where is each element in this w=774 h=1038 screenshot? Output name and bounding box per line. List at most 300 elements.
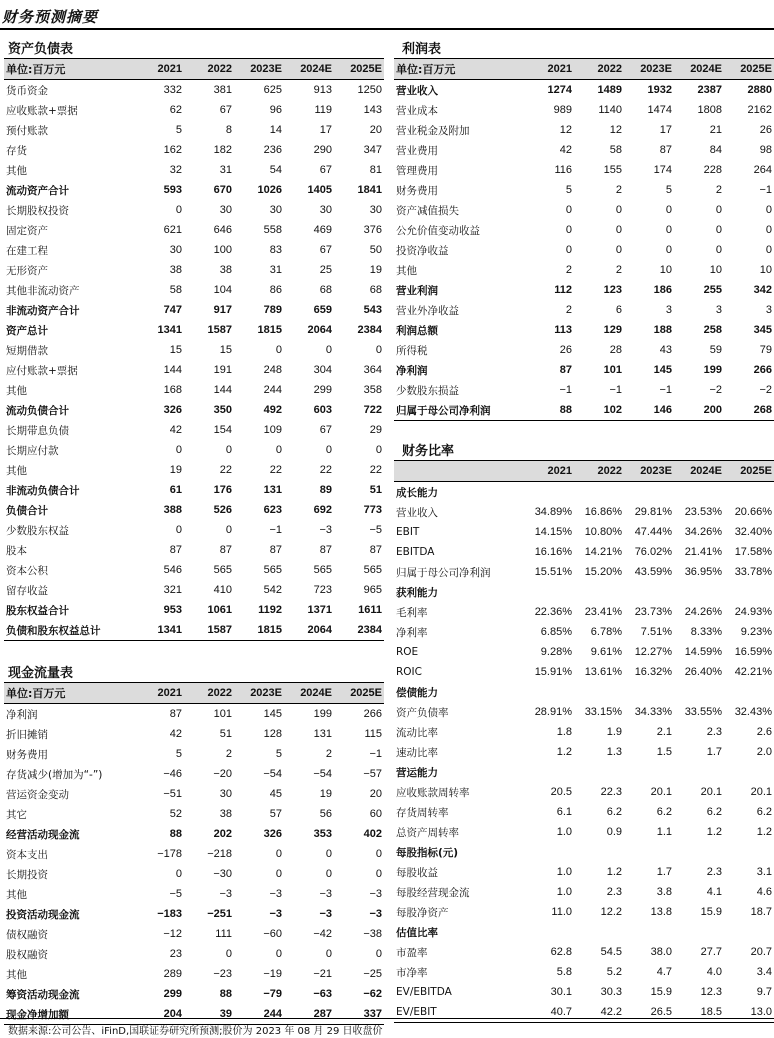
row-value: 18.7 — [750, 906, 772, 918]
row-value: 1.2 — [756, 826, 772, 838]
row-value: 81 — [369, 164, 382, 176]
income-statement-title: 利润表 — [402, 42, 442, 57]
row-value: 646 — [213, 224, 232, 236]
row-value: 342 — [753, 284, 772, 296]
row-value: 45 — [269, 788, 282, 800]
row-value: 52 — [169, 808, 182, 820]
row-label: 股权融资 — [6, 948, 48, 961]
income-statement-table — [394, 58, 774, 421]
row-value: 2 — [325, 748, 332, 760]
row-value: 268 — [724, 400, 774, 421]
row-value: 54.5 — [600, 946, 622, 958]
row-value: 16.86% — [584, 506, 622, 518]
table-row — [394, 622, 774, 642]
row-value: −3 — [269, 908, 282, 920]
row-value: 2 — [565, 304, 572, 316]
row-value: 228 — [703, 164, 722, 176]
row-value: 3.8 — [656, 886, 672, 898]
row-value: 1061 — [207, 604, 232, 616]
row-value: −3 — [319, 524, 332, 536]
row-value: 14.15% — [534, 526, 572, 538]
row-value: 3 — [765, 304, 772, 316]
row-value: 5.8 — [556, 966, 572, 978]
balance-sheet-title: 资产负债表 — [8, 42, 74, 57]
row-label: 营业收入 — [396, 84, 438, 97]
year-header: 2023E — [624, 461, 674, 482]
row-label: 少数股东损益 — [396, 384, 459, 397]
row-value: 0 — [275, 344, 282, 356]
row-label: 每股净资产 — [396, 906, 449, 919]
row-value: 61 — [169, 484, 182, 496]
year-header: 2021 — [524, 461, 574, 482]
row-value: 670 — [213, 184, 232, 196]
row-value: 68 — [369, 284, 382, 296]
row-label: 负债和股东权益总计 — [4, 620, 134, 641]
row-value: 0 — [765, 204, 772, 216]
table-row — [394, 200, 774, 220]
table-row — [4, 340, 384, 360]
row-value: 326 — [163, 404, 182, 416]
row-value — [624, 842, 674, 862]
row-label: 管理费用 — [396, 164, 438, 177]
row-value: 2.3 — [606, 886, 622, 898]
row-value: 22 — [319, 464, 332, 476]
row-value: 5 — [175, 124, 182, 136]
row-value: −1 — [759, 184, 772, 196]
row-value: 67 — [319, 244, 332, 256]
row-value: 1026 — [257, 184, 282, 196]
row-value: 88 — [524, 400, 574, 421]
row-value: 89 — [319, 484, 332, 496]
table-row — [4, 724, 384, 744]
table-row — [394, 522, 774, 542]
row-label: 长期带息负债 — [6, 424, 69, 437]
row-value: 26.5 — [624, 1002, 674, 1023]
row-value: 722 — [363, 404, 382, 416]
row-value: 2064 — [284, 620, 334, 641]
table-row — [394, 180, 774, 200]
table-row — [4, 884, 384, 904]
row-label: 其他 — [6, 464, 27, 477]
row-value: 87 — [659, 144, 672, 156]
row-value: 146 — [624, 400, 674, 421]
header-row — [4, 59, 384, 80]
row-value: 4.6 — [756, 886, 772, 898]
row-label: 净利率 — [396, 626, 428, 639]
table-row — [394, 502, 774, 522]
row-value: 1611 — [358, 604, 382, 616]
row-value: 30 — [219, 204, 232, 216]
row-label: 偿债能力 — [396, 686, 438, 699]
row-value: 17.58% — [734, 546, 772, 558]
source-note: 数据来源:公司公告、iFinD,国联证券研究所预测;股价为 2023 年 08 月 29 日收盘价 — [8, 1026, 383, 1037]
row-value: 21 — [709, 124, 722, 136]
row-value — [624, 762, 674, 782]
row-value: 12.27% — [634, 646, 672, 658]
table-row — [394, 822, 774, 842]
row-value: 16.59% — [734, 646, 772, 658]
row-value: 8 — [225, 124, 232, 136]
row-value: 109 — [263, 424, 282, 436]
row-value: −2 — [759, 384, 772, 396]
row-value: 625 — [263, 84, 282, 96]
table-row — [394, 902, 774, 922]
row-label: 营业外净收益 — [396, 304, 459, 317]
row-value: 410 — [213, 584, 232, 596]
row-value: 30 — [219, 788, 232, 800]
row-value: 10 — [709, 264, 722, 276]
row-value: 23 — [169, 948, 182, 960]
row-value: 0 — [715, 244, 722, 256]
row-value: 17 — [319, 124, 332, 136]
table-row — [4, 924, 384, 944]
row-value: 1.0 — [556, 866, 572, 878]
row-label: 所得税 — [396, 344, 428, 357]
table-row — [4, 864, 384, 884]
row-value: 526 — [213, 504, 232, 516]
row-label: 应付账款+票据 — [6, 364, 78, 377]
row-label: 流动资产合计 — [6, 184, 69, 197]
table-row — [4, 240, 384, 260]
row-value: 24.26% — [684, 606, 722, 618]
unit-label — [394, 461, 524, 482]
row-value: 17 — [659, 124, 672, 136]
row-value: 101 — [213, 708, 232, 720]
row-value: 1140 — [598, 104, 622, 116]
year-header: 2025E — [724, 59, 774, 80]
row-value: 26 — [759, 124, 772, 136]
row-value: 15 — [219, 344, 232, 356]
row-value: 116 — [554, 164, 572, 176]
ratios-title: 财务比率 — [402, 444, 455, 459]
row-value: 13.61% — [584, 666, 622, 678]
row-value: 0 — [375, 868, 382, 880]
row-value: 0 — [275, 444, 282, 456]
row-value: 47.44% — [634, 526, 672, 538]
page-title: 财务预测摘要 — [2, 8, 99, 26]
row-label: 其他非流动资产 — [6, 284, 80, 297]
row-value: 67 — [319, 424, 332, 436]
row-value: 29.81% — [634, 506, 672, 518]
row-value: 0 — [615, 244, 622, 256]
row-value: 100 — [213, 244, 232, 256]
row-value: 60 — [369, 808, 382, 820]
row-label: 总资产周转率 — [396, 826, 459, 839]
row-value: 20 — [369, 788, 382, 800]
row-label: ROE — [396, 646, 419, 658]
row-value: 30 — [319, 204, 332, 216]
row-value — [524, 762, 574, 782]
row-value: 188 — [653, 324, 672, 336]
row-label: 归属于母公司净利润 — [394, 400, 524, 421]
year-header: 2021 — [134, 683, 184, 704]
row-label: 货币资金 — [6, 84, 48, 97]
row-label: 营业税金及附加 — [396, 124, 470, 137]
row-value: 2.3 — [706, 726, 722, 738]
table-row — [394, 762, 774, 782]
row-value: 1474 — [647, 104, 672, 116]
row-value: 34.33% — [634, 706, 672, 718]
row-value — [624, 482, 674, 503]
row-value: 2387 — [697, 84, 722, 96]
year-header: 2021 — [134, 59, 184, 80]
row-label: 归属于母公司净利润 — [396, 566, 491, 579]
row-value: 20 — [369, 124, 382, 136]
row-label: 公允价值变动收益 — [396, 224, 480, 237]
row-value: 0 — [665, 224, 672, 236]
row-label: ROIC — [396, 666, 422, 678]
row-value: −60 — [263, 928, 282, 940]
table-row — [4, 100, 384, 120]
row-value: 1.9 — [606, 726, 622, 738]
row-value: 353 — [313, 828, 332, 840]
row-value: −1 — [609, 384, 622, 396]
row-value: 22.3 — [600, 786, 622, 798]
row-label: 市盈率 — [396, 946, 428, 959]
row-value: 0 — [225, 948, 232, 960]
row-value: 38.0 — [650, 946, 672, 958]
row-value: 236 — [263, 144, 282, 156]
row-value: 176 — [213, 484, 232, 496]
row-value: 20.7 — [750, 946, 772, 958]
row-value: 87 — [169, 708, 182, 720]
row-value — [724, 762, 774, 782]
row-label: 资产减值损失 — [396, 204, 459, 217]
year-header: 2024E — [674, 59, 724, 80]
row-value: 773 — [363, 504, 382, 516]
row-value: 144 — [163, 364, 182, 376]
row-value: 2064 — [307, 324, 332, 336]
row-value: 20.1 — [750, 786, 772, 798]
row-value: 104 — [213, 284, 232, 296]
row-value: 34.26% — [684, 526, 722, 538]
row-value: −5 — [169, 888, 182, 900]
row-value: 111 — [215, 928, 232, 940]
row-value: 248 — [263, 364, 282, 376]
row-value: 266 — [753, 364, 772, 376]
row-value: 9.7 — [756, 986, 772, 998]
table-row — [394, 782, 774, 802]
row-value: 6.2 — [756, 806, 772, 818]
row-value: 965 — [363, 584, 382, 596]
row-value: 86 — [269, 284, 282, 296]
table-row — [394, 742, 774, 762]
cashflow-title: 现金流量表 — [8, 666, 74, 681]
row-value: 593 — [163, 184, 182, 196]
row-value: 32.43% — [734, 706, 772, 718]
row-value: 558 — [263, 224, 282, 236]
row-value: 290 — [313, 144, 332, 156]
row-label: 在建工程 — [6, 244, 48, 257]
row-value: −5 — [369, 524, 382, 536]
row-value: 0 — [565, 244, 572, 256]
row-value: 88 — [219, 988, 232, 1000]
row-value — [574, 482, 624, 503]
table-row — [4, 200, 384, 220]
row-value: 8.33% — [690, 626, 722, 638]
row-label: 资产负债率 — [396, 706, 449, 719]
year-header: 2022 — [184, 683, 234, 704]
row-value: −38 — [363, 928, 382, 940]
table-row — [394, 120, 774, 140]
table-row — [394, 80, 774, 101]
row-value: 33.78% — [734, 566, 772, 578]
row-value: 1.7 — [656, 866, 672, 878]
row-value: 469 — [313, 224, 332, 236]
row-value — [674, 922, 724, 942]
row-value: 5 — [175, 748, 182, 760]
row-value: 50 — [369, 244, 382, 256]
row-value: 25 — [319, 264, 332, 276]
row-value: 22 — [369, 464, 382, 476]
row-value: 76.02% — [634, 546, 672, 558]
row-value: 12 — [609, 124, 622, 136]
row-label: 速动比率 — [396, 746, 438, 759]
footer-divider — [0, 1018, 774, 1019]
row-value — [674, 842, 724, 862]
year-header: 2025E — [334, 59, 384, 80]
row-value: 3.4 — [756, 966, 772, 978]
row-value: 115 — [364, 728, 382, 740]
row-value: 39 — [184, 1004, 234, 1025]
table-row — [394, 482, 774, 503]
row-value: 0 — [275, 948, 282, 960]
row-value: 87 — [269, 544, 282, 556]
row-value: −1 — [659, 384, 672, 396]
row-label: 固定资产 — [6, 224, 48, 237]
row-label: 营运资金变动 — [6, 788, 69, 801]
row-value: 1841 — [357, 184, 382, 196]
row-label: 成长能力 — [396, 486, 438, 499]
row-value: −183 — [157, 908, 182, 920]
row-value: 62 — [169, 104, 182, 116]
row-value: 31 — [269, 264, 282, 276]
row-value: 20.1 — [700, 786, 722, 798]
row-label: 应收账款周转率 — [396, 786, 470, 799]
row-value: 321 — [163, 584, 182, 596]
row-value: −30 — [213, 868, 232, 880]
row-value: 565 — [363, 564, 382, 576]
row-value: 364 — [363, 364, 382, 376]
row-value: 23.53% — [684, 506, 722, 518]
row-value — [524, 482, 574, 503]
row-value: 1587 — [207, 324, 232, 336]
table-row — [4, 984, 384, 1004]
row-value: 23.41% — [584, 606, 622, 618]
row-value: 199 — [703, 364, 722, 376]
row-value: 12.3 — [700, 986, 722, 998]
row-value: −46 — [163, 768, 182, 780]
row-value — [674, 582, 724, 602]
table-row — [4, 400, 384, 420]
table-row — [394, 722, 774, 742]
row-value: 87 — [219, 544, 232, 556]
row-value — [574, 842, 624, 862]
table-row — [394, 662, 774, 682]
table-row — [4, 160, 384, 180]
row-value: −12 — [163, 928, 182, 940]
row-value: 57 — [269, 808, 282, 820]
row-value: 244 — [263, 384, 282, 396]
row-value: 84 — [709, 144, 722, 156]
row-value: 1815 — [257, 324, 282, 336]
year-header: 2022 — [574, 59, 624, 80]
row-label: 存货减少(增加为“-”) — [6, 768, 103, 781]
row-value: 2 — [225, 748, 232, 760]
row-value: 1341 — [134, 620, 184, 641]
table-row — [4, 440, 384, 460]
row-value: −1 — [559, 384, 572, 396]
row-value: 33.55% — [684, 706, 722, 718]
row-value: 20.5 — [550, 786, 572, 798]
row-value: 68 — [319, 284, 332, 296]
row-value: 2.6 — [756, 726, 772, 738]
row-value: 2 — [615, 184, 622, 196]
table-row — [394, 280, 774, 300]
row-value: 202 — [213, 828, 232, 840]
table-row — [4, 220, 384, 240]
row-value: 43 — [659, 344, 672, 356]
table-row — [394, 582, 774, 602]
row-value: 204 — [134, 1004, 184, 1025]
row-value: 402 — [363, 828, 382, 840]
row-value: 289 — [163, 968, 182, 980]
row-value: 40.7 — [524, 1002, 574, 1023]
row-value: 1489 — [597, 84, 622, 96]
row-value: 350 — [213, 404, 232, 416]
row-value: 9.28% — [540, 646, 572, 658]
row-value: 1192 — [258, 604, 282, 616]
row-value: −79 — [263, 988, 282, 1000]
row-value: 3 — [715, 304, 722, 316]
row-value: 145 — [653, 364, 672, 376]
row-value: 19 — [169, 464, 182, 476]
row-value: 6.85% — [540, 626, 572, 638]
row-value: 2384 — [357, 324, 382, 336]
row-label: 经营活动现金流 — [6, 828, 80, 841]
row-value: 10 — [659, 264, 672, 276]
row-value: 692 — [313, 504, 332, 516]
row-value: 0 — [275, 868, 282, 880]
row-value: −63 — [313, 988, 332, 1000]
row-value: 0 — [175, 444, 182, 456]
row-value: 51 — [369, 484, 382, 496]
row-value: 4.0 — [706, 966, 722, 978]
row-value: 0 — [665, 244, 672, 256]
row-label: 长期股权投资 — [6, 204, 69, 217]
row-value: 33.15% — [584, 706, 622, 718]
row-label: 少数股东权益 — [6, 524, 69, 537]
row-value: 621 — [163, 224, 182, 236]
row-value: 345 — [753, 324, 772, 336]
row-value: 0 — [225, 444, 232, 456]
table-row — [394, 320, 774, 340]
row-value — [724, 682, 774, 702]
row-value: −3 — [319, 888, 332, 900]
unit-label: 单位:百万元 — [4, 683, 134, 704]
row-label: 股本 — [6, 544, 27, 557]
row-value: 13.0 — [724, 1002, 774, 1023]
row-value: 54 — [269, 164, 282, 176]
header-row — [4, 683, 384, 704]
row-value: 174 — [653, 164, 672, 176]
row-value: 0 — [615, 204, 622, 216]
row-value: 1250 — [357, 84, 382, 96]
row-value: 0 — [715, 204, 722, 216]
row-label: 留存收益 — [6, 584, 48, 597]
row-value: 1.0 — [556, 886, 572, 898]
row-value: 543 — [363, 304, 382, 316]
